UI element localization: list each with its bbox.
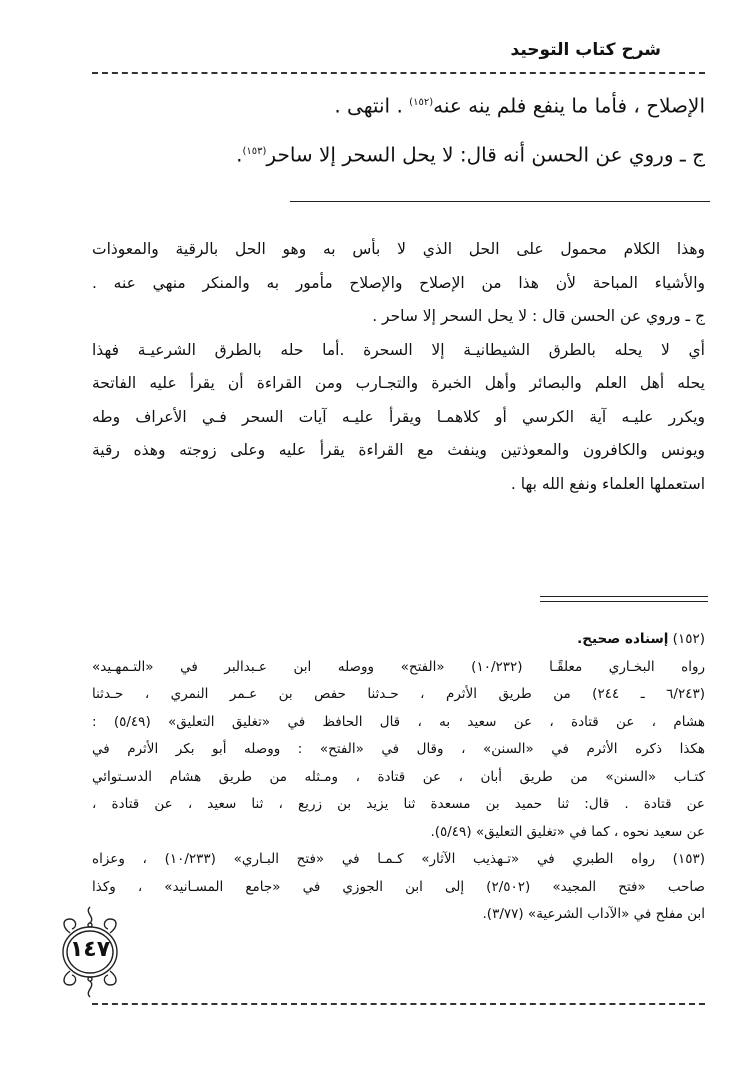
page-number: ١٤٧ bbox=[69, 937, 111, 962]
footnote-line: رواه البخـاري معلقًـا (١٠/٢٣٢) «الفتح» ووصله ابن عـبدالبر في «التـمهـيد» bbox=[92, 658, 705, 675]
commentary-line: ويكرر عليـه آية الكرسي أو كلاهمـا ويقرأ عليـه آيات السحر فـي الأعراف وطه bbox=[92, 407, 705, 426]
section-rule bbox=[290, 201, 710, 202]
footnote-line: عن قتادة . قال: ثنا حميد بن مسعدة ثنا يزيد بن زريع ، ثنا سعيد ، عن قتادة ، bbox=[92, 796, 705, 812]
page-number-medallion bbox=[58, 905, 122, 999]
running-header-title: شرح كتاب التوحيد bbox=[510, 40, 661, 60]
footnote-152-heading bbox=[92, 626, 705, 654]
footnote-line: عن سعيد نحوه ، كما في «تغليق التعليق» (٥/٤٩). bbox=[430, 823, 705, 840]
commentary-line: يحله أهل العلم والبصائر وأهل الخبرة والتجـارب ومن القراءة أن يقرأ عليه الفاتحة bbox=[92, 374, 705, 392]
commentary-line: ويونس والكافرون والمعوذتين وينفث مع القراءة يقرأ عليه وعلى زوجته وهذه رقية bbox=[92, 441, 705, 459]
top-quote bbox=[92, 80, 705, 177]
commentary-line: وهذا الكلام محمول على الحل الذي لا بأس به وهو الحل بالرقية والمعوذات bbox=[92, 240, 705, 258]
header-rule bbox=[92, 72, 705, 74]
commentary-line: استعملها العلماء ونفع الله بها . bbox=[510, 474, 705, 493]
footnote-line: كتـاب «السنن» من طريق أبان ، عن قتادة ، ومـثله من طريق هشام الدسـتوائي bbox=[92, 768, 705, 785]
quote-line-1: الإصلاح ، فأما ما ينفع فلم ينه عنه$^{(١٥٢)}$ . انتهى . bbox=[334, 93, 705, 118]
footnote-152-title: إسناده صحيح. bbox=[577, 631, 669, 647]
commentary bbox=[92, 233, 705, 501]
commentary-line: أي لا يحله بالطرق الشيطانيـة إلا السحرة .أما حله بالطرق الشرعيـة فهذا bbox=[92, 340, 705, 359]
footnote-line: ابن مفلح في «الآداب الشرعية» (٣/٧٧). bbox=[482, 906, 705, 922]
footnote-ref-152[interactable]: (١٥٢) bbox=[409, 97, 434, 108]
commentary-line: والأشياء المباحة لأن هذا من الإصلاح والإصلاح مأمور به والمنكر منهي عنه . bbox=[92, 273, 705, 292]
footnote-line: هكذا ذكره الأثرم في «السنن» ، وقال في «الفتح» : ووصله أبو بكر الأثرم في bbox=[92, 741, 705, 757]
footnote-line: (١٥٣) رواه الطبري في «تـهذيب الآثار» كـمـا في «فتح البـاري» (١٠/٢٣٣) ، وعزاه bbox=[92, 851, 705, 867]
commentary-line: ج ـ وروي عن الحسن قال : لا يحل السحر إلا ساحر . bbox=[372, 307, 705, 325]
footnote-line: (٦/٢٤٣ ـ ٢٤٤) من طريق الأثرم ، حـدثنا حفص بن عـمر النمري ، حـدثنا bbox=[92, 686, 705, 702]
footnote-line: هشام ، عن قتادة ، عن سعيد به ، قال الحافظ في «تغليق التعليق» (٥/٤٩) : bbox=[92, 713, 705, 730]
footnote-152-label: (١٥٢) bbox=[672, 631, 705, 647]
footnote-line: صاحب «فتح المجيد» (٢/٥٠٢) إلى ابن الجوزي في «جامع المسـانيد» ، وكذا bbox=[92, 878, 705, 895]
footer-rule bbox=[92, 1003, 705, 1005]
footnote-ref-153[interactable]: (١٥٣) bbox=[242, 145, 267, 157]
quote-line-2: ج ـ وروي عن الحسن أنه قال: لا يحل السحر إلا ساحر$^{(١٥٣)}$. bbox=[236, 142, 705, 167]
footnotes-separator bbox=[540, 596, 708, 602]
footnotes bbox=[92, 626, 705, 929]
